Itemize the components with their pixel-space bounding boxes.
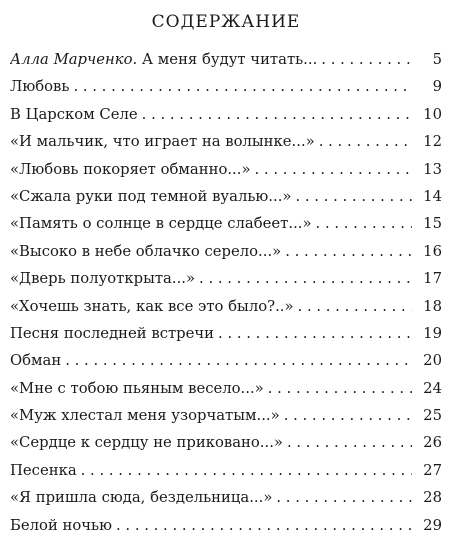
entry-text xyxy=(10,320,214,347)
entry-text xyxy=(10,210,312,237)
entry-title: Любовь xyxy=(10,78,70,96)
entry-text xyxy=(10,429,283,456)
entry-text xyxy=(10,375,264,402)
dot-leader xyxy=(295,183,412,210)
entry-title: «Сердце к сердцу не приковано...» xyxy=(10,434,283,452)
entry-author: Алла Марченко. xyxy=(10,51,138,68)
dot-leader xyxy=(285,238,412,265)
page-number: 18 xyxy=(423,297,442,315)
entry-title: «Я пришла сюда, бездельница...» xyxy=(10,489,273,507)
page-number: 20 xyxy=(423,352,442,370)
dot-leader xyxy=(116,512,412,539)
entry-title: «Хочешь знать, как все это было?..» xyxy=(10,297,294,315)
toc-entry[interactable] xyxy=(10,210,442,237)
page-number: 19 xyxy=(423,324,442,342)
page-number: 12 xyxy=(423,133,442,151)
page-number: 10 xyxy=(423,105,442,123)
entry-title: «Любовь покоряет обманно...» xyxy=(10,160,251,178)
dot-leader xyxy=(268,375,412,402)
entry-text xyxy=(10,73,69,100)
toc-entry[interactable] xyxy=(10,265,442,292)
toc-entry[interactable] xyxy=(10,73,442,100)
dot-leader xyxy=(255,156,412,183)
page-number: 13 xyxy=(423,160,442,178)
entry-text xyxy=(10,46,317,73)
dot-leader xyxy=(316,210,412,237)
entry-text xyxy=(10,101,138,128)
entry-text xyxy=(10,347,61,374)
entry-title: «Память о солнце в сердце слабеет...» xyxy=(10,215,312,233)
toc-entry[interactable] xyxy=(10,101,442,128)
entry-text xyxy=(10,265,195,292)
toc-entry[interactable] xyxy=(10,156,442,183)
toc-entry[interactable] xyxy=(10,429,442,456)
entry-text xyxy=(10,402,280,429)
toc-entry[interactable] xyxy=(10,238,442,265)
dot-leader xyxy=(298,293,412,320)
entry-title: «Дверь полуоткрыта...» xyxy=(10,270,196,288)
entry-title: «Высоко в небе облачко серело...» xyxy=(10,242,282,260)
page-number: 15 xyxy=(423,215,442,233)
dot-leader xyxy=(218,320,412,347)
toc-entry[interactable] xyxy=(10,128,442,155)
page-number: 16 xyxy=(423,242,442,260)
entry-title: А меня будут читать... xyxy=(137,51,318,68)
page-number: 26 xyxy=(423,434,442,452)
entry-title: «И мальчик, что играет на волынке...» xyxy=(10,133,315,151)
dot-leader xyxy=(276,484,412,511)
toc-entry[interactable] xyxy=(10,347,442,374)
entry-title: «Сжала руки под темной вуалью...» xyxy=(10,187,292,205)
toc-entry[interactable] xyxy=(10,457,442,484)
toc-entry[interactable] xyxy=(10,375,442,402)
entry-text xyxy=(10,183,291,210)
page-number: 17 xyxy=(423,270,442,288)
page-number: 9 xyxy=(432,78,442,96)
entry-text xyxy=(10,457,77,484)
entry-title: Обман xyxy=(10,352,62,370)
dot-leader xyxy=(65,347,412,374)
page-number: 28 xyxy=(423,489,442,507)
dot-leader xyxy=(319,128,412,155)
entry-title: «Муж хлестал меня узорчатым...» xyxy=(10,407,280,425)
page-number: 27 xyxy=(423,461,442,479)
toc-entry[interactable] xyxy=(10,484,442,511)
entry-text xyxy=(10,484,272,511)
dot-leader xyxy=(287,429,412,456)
dot-leader xyxy=(284,402,412,429)
toc-entry[interactable] xyxy=(10,293,442,320)
entry-title: Песня последней встречи xyxy=(10,324,215,342)
page-number: 25 xyxy=(423,407,442,425)
entry-text xyxy=(10,512,112,539)
toc-entry[interactable] xyxy=(10,402,442,429)
entry-text xyxy=(10,156,251,183)
dot-leader xyxy=(321,46,412,73)
dot-leader xyxy=(142,101,412,128)
entry-text xyxy=(10,293,294,320)
entry-title: «Мне с тобою пьяным весело...» xyxy=(10,379,264,397)
dot-leader xyxy=(199,265,412,292)
page-number: 24 xyxy=(423,379,442,397)
entry-title: В Царском Селе xyxy=(10,105,138,123)
entry-text xyxy=(10,238,281,265)
toc-entry[interactable] xyxy=(10,183,442,210)
entry-title: Песенка xyxy=(10,461,77,479)
entry-text xyxy=(10,128,315,155)
toc-entry[interactable] xyxy=(10,320,442,347)
page-number: 29 xyxy=(423,516,442,534)
entry-title: Белой ночью xyxy=(10,516,112,534)
dot-leader xyxy=(81,457,412,484)
page-number: 5 xyxy=(432,51,442,68)
page-number: 14 xyxy=(423,187,442,205)
toc-entry[interactable] xyxy=(10,512,442,539)
page-title: СОДЕРЖАНИЕ xyxy=(151,12,301,32)
toc-entry[interactable] xyxy=(10,46,442,73)
toc-list xyxy=(10,46,442,539)
dot-leader xyxy=(73,73,412,100)
